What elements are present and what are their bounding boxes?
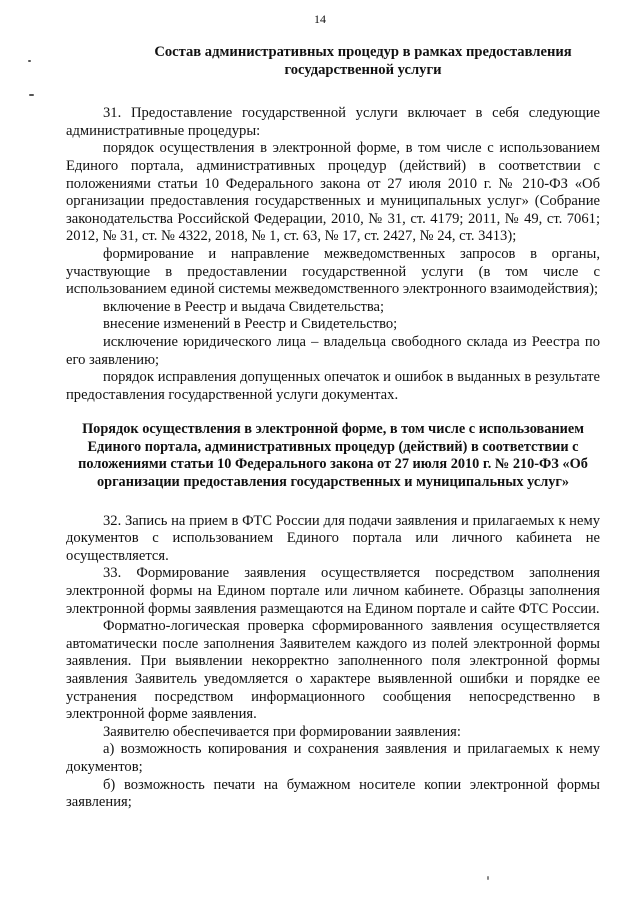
paragraph-32: 32. Запись на прием в ФТС России для подачи заявления и прилагаемых к нему документов с использованием Единого портала или личного кабинета не осуществляется. [66,512,600,564]
document-body [66,44,600,812]
list-item-copy-save: а) возможность копирования и сохранения заявления и прилагаемых к нему документов; [66,741,600,775]
section-heading-electronic-form: Порядок осуществления в электронной форме, в том числе с использованием Единого портала, административных процедур (действий) в соответствии с положениями статьи 10 Федерального закона от 27 июля 2010 г. № 210-ФЗ «Об организации предоставления государственных и муниципальных услуг» [78,421,588,491]
paragraph-33: 33. Формирование заявления осуществляется посредством заполнения электронной формы на Едином портале или личном кабинете. Образцы заполнения электронной формы заявления размещаются на Едином портале и сайте ФТС России. [66,565,600,617]
list-item-electronic-procedures: порядок осуществления в электронной форме, в том числе с использованием Единого портала, административных процедур (действий) в соответствии с положениями статьи 10 Федерального закона от 27 июля 2010 г. № 210-ФЗ «Об организации предоставления государственных и муниципальных услуг» (Собрание законодательства Российской Федерации, 2010, № 31, ст. 4179; 2011, № 49, ст. 7061; 2012, № 31, ст. № 4322, 2018, № 1, ст. 63, № 17, ст. 2427, № 24, ст. 3413); [66,140,600,245]
scan-mark [29,94,34,96]
paragraph-format-check: Форматно-логическая проверка сформированного заявления осуществляется автоматически после заполнения Заявителем каждого из полей электронной формы заявления. При выявлении некорректно заполненного поля электронной формы заявления Заявитель уведомляется о характере выявленной ошибки и порядке ее устранения посредством информационного сообщения непосредственно в электронной форме заявления. [66,618,600,723]
list-item-error-correction: порядок исправления допущенных опечаток и ошибок в выданных в результате предоставления государственной услуги документах. [66,369,600,403]
scan-mark [28,60,31,62]
list-item-interagency-requests: формирование и направление межведомственных запросов в органы, участвующие в предоставлении государственной услуги (в том числе с использованием единой системы межведомственного электронного взаимодействия); [66,245,600,298]
list-item-print-copy: б) возможность печати на бумажном носителе копии электронной формы заявления; [66,776,600,811]
paragraph-applicant-provisions: Заявителю обеспечивается при формировании заявления: [103,723,461,740]
section-heading-procedures: Состав административных процедур в рамках предоставления государственной услуги [154,44,572,78]
list-item-registry-exclusion: исключение юридического лица – владельца свободного склада из Реестра по его заявлению; [66,333,600,368]
list-item-registry-inclusion: включение в Реестр и выдача Свидетельства; [103,298,385,315]
page-number: 14 [314,12,326,26]
list-item-registry-changes: внесение изменений в Реестр и Свидетельство; [103,316,398,333]
scan-mark [487,876,489,880]
paragraph-31: 31. Предоставление государственной услуги включает в себя следующие административные процедуры: [66,105,600,139]
